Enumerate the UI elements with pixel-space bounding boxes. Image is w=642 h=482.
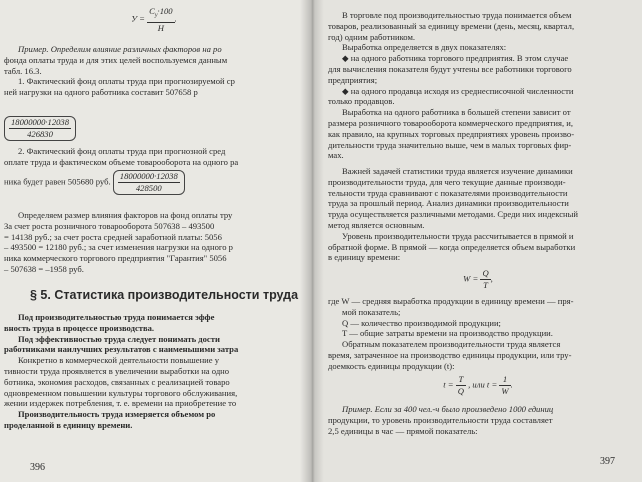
text-line: 2,5 единицы в час — прямой показатель:	[328, 425, 478, 436]
text-line: Выработка определяется в двух показателях:	[342, 42, 507, 53]
text-line: тивности труда проявляется в увеличении выработки на одно	[4, 365, 230, 376]
text-line: проделанной в единицу времени.	[4, 419, 133, 430]
text-line: Под эффективностью труда следует понимать дости	[18, 333, 220, 344]
text-line: продукции, то уровень производительности труда составляет	[328, 414, 553, 425]
text-line: мах.	[328, 150, 344, 161]
dynamics-paragraph	[328, 166, 628, 263]
text-line: – 507638 = –1958 руб.	[4, 263, 84, 274]
text-line: ней нагрузки на одного работника составит 507658 р	[4, 87, 198, 98]
text-line: табл. 16.3.	[4, 65, 42, 76]
text-line: время, затраченное на производство единицы продукции, или тру-	[328, 349, 572, 360]
text-line: товаров, реализованный за единицу времени (день, месяц, квартал,	[328, 20, 575, 31]
text-line: доемкость единицы продукции (t):	[328, 360, 455, 371]
text-line: Под производительностью труда понимается эффе	[18, 312, 215, 322]
text-line: Производительность труда измеряется объемом ро	[18, 409, 216, 420]
text-line: одновременном повышении культуры торгового обслуживания,	[4, 387, 238, 398]
text-line: как правило, на крупных торговых предприятиях уровень произво-	[328, 128, 575, 139]
bullet-line: ◆ на одного работника торгового предприятия. В этом случае	[342, 53, 569, 64]
fraction-denominator: 426830	[27, 128, 53, 139]
text-line: Пример. Определим влияние различных факторов на ро	[18, 44, 222, 54]
bullet-line: ◆ на одного продавца исходя из среднесписочной численности	[342, 85, 574, 96]
text-line: оплате труда и фактическом объеме товарооборота на одного ра	[4, 156, 239, 167]
text-line: мой показатель;	[342, 306, 401, 317]
text-line: Определяем размер влияния факторов на фонд оплаты тру	[18, 210, 233, 220]
formula-fraction	[147, 6, 174, 33]
page-number-right: 397	[600, 456, 615, 467]
example-paragraph	[4, 44, 304, 98]
text-line: для вычисления показателя будут учтены все работники торгового	[328, 63, 572, 74]
text-line: труда осуществляется различными методами. Среди них индексный	[328, 209, 578, 220]
text-line: в единицу времени:	[328, 252, 401, 263]
fraction-denominator: 428500	[135, 182, 162, 193]
bracketed-fraction	[113, 170, 185, 195]
text-line: За счет роста розничного товарооборота 507638 – 493500	[4, 220, 215, 231]
left-page	[0, 0, 312, 482]
text-line: вность труда в процессе производства.	[4, 322, 155, 333]
bracketed-fraction	[4, 116, 76, 141]
text-line: фонда оплаты труда и для этих целей воспользуемся данным	[4, 54, 228, 65]
fraction-numerator: 18000000·12038	[119, 171, 178, 181]
text-line: тельности труда сравнивают с показателями производительности	[328, 187, 568, 198]
definition-paragraph	[328, 10, 628, 161]
text-line: = 14138 руб.; за счет роста средней заработной платы: 5056	[4, 231, 222, 242]
formula-output: W = $\frac{Q}{T}$ ,	[463, 268, 493, 290]
text-line: обратной форме. В прямой — когда определяется объем выработки	[328, 241, 576, 252]
text-line: производительности труда, для чего текущие данные производи-	[328, 176, 566, 187]
formula-lhs: У =	[131, 13, 145, 24]
fraction-denominator: Q	[457, 385, 464, 396]
text-line: работниками наилучших результатов с наименьшими затра	[4, 344, 239, 355]
text-line: Выработка на одного работника в большей степени зависит от	[342, 107, 571, 118]
formula-fraction	[456, 374, 466, 397]
formula-labor-intensity: t = $\frac{T}{Q}$ , или t = $\frac{1}{W}$ .	[443, 374, 513, 396]
text-line: В торговле под производительностью труда понимается объем	[342, 10, 572, 20]
text-line: труда за прошлый период. Анализ динамики производительности	[328, 198, 569, 209]
section-heading: § 5. Статистика производительности труда	[30, 288, 299, 302]
text-line: Пример. Если за 400 чел.-ч было произведено 1000 единиц	[342, 404, 554, 414]
text-line: ника будет равен 505680 руб.	[4, 176, 111, 187]
text-line: ботника, экономия расходов, связанных с реализацией товаро	[4, 376, 230, 387]
right-page	[312, 0, 642, 482]
text-line: дительности труда значительно выше, чем в малых торговых фир-	[328, 139, 572, 150]
text-line: размера розничного товарооборота коммерческого предприятия, и,	[328, 117, 573, 128]
text-line: 1. Фактический фонд оплаты труда при прогнозируемой ср	[18, 76, 235, 87]
text-line: Конкретно в коммерческой деятельности повышение у	[18, 355, 220, 366]
text-line: год) одним работником.	[328, 31, 416, 42]
formula-share: У = $\frac{С_у\cdot 100}{Н}$ .	[131, 6, 177, 33]
page-number-left: 396	[30, 462, 45, 473]
text-line: Важней задачей статистики труда является изучение динамики	[342, 166, 573, 176]
definitions-block	[4, 312, 304, 431]
text-line: Обратным показателем производительности труда является	[342, 339, 561, 350]
formula-fraction	[499, 374, 510, 397]
text-line: Q — количество производимой продукции;	[342, 317, 501, 328]
text-line: Уровень производительности труда рассчитывается в прямой и	[342, 230, 574, 241]
fraction-numerator: 1	[499, 374, 510, 386]
text-line: метод является основным.	[328, 219, 425, 230]
fraction-denominator: T	[483, 279, 488, 290]
fraction-numerator: 18000000·12038	[11, 117, 70, 127]
example-paragraph-right	[328, 404, 628, 436]
fraction-denominator: Н	[157, 22, 164, 33]
book-gutter-shadow	[300, 0, 324, 482]
text-line: только продавцов.	[328, 96, 395, 107]
fraction-denominator: W	[501, 385, 509, 396]
fraction-numerator: Q	[482, 268, 489, 278]
legend-paragraph	[328, 296, 628, 372]
text-line: ника коммерческого торгового предприятия "Гарантия" 5056	[4, 253, 227, 264]
fraction-block-2	[4, 170, 304, 195]
text-line: 2. Фактический фонд оплаты труда при прогнозной сред	[18, 146, 226, 156]
item-2-paragraph	[4, 146, 304, 168]
text-line: жении издержек потребления, т. е. времени на приобретение то	[4, 398, 237, 409]
fraction-numerator: $С_у\cdot 100$	[147, 6, 174, 23]
fraction-numerator: T	[456, 374, 466, 386]
text-line: где W — средняя выработка продукции в единицу времени — пря-	[328, 296, 574, 306]
formula-fraction	[480, 268, 490, 291]
text-line: – 493500 = 12180 руб.; за счет изменения нагрузки на одного р	[4, 242, 233, 253]
text-line: предприятия;	[328, 74, 378, 85]
text-line: T — общие затраты времени на производство продукции.	[342, 328, 553, 339]
fraction-block-1	[4, 116, 304, 141]
factor-influence-paragraph	[4, 210, 304, 275]
